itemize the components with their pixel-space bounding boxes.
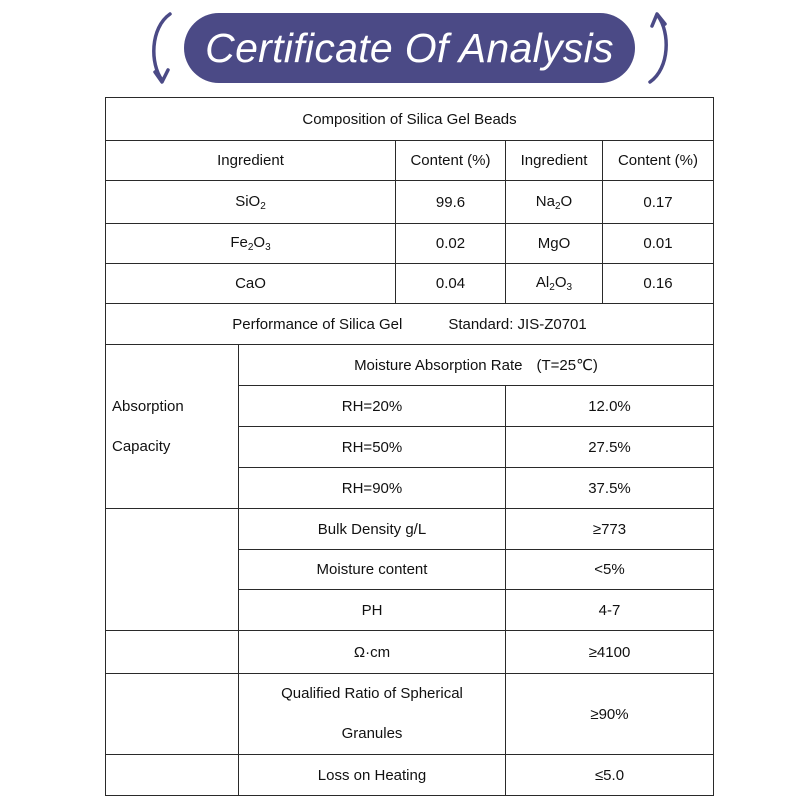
analysis-table <box>105 97 714 796</box>
property-name: PH <box>239 590 506 631</box>
property-name: Bulk Density g/L <box>239 509 506 550</box>
composition-title: Composition of Silica Gel Beads <box>106 98 714 141</box>
absorption-heading: Moisture Absorption Rate (T=25℃) <box>239 345 714 386</box>
property-row <box>106 674 714 755</box>
property-value: ≥773 <box>506 509 714 550</box>
ingredient-cao: CaO <box>106 264 396 304</box>
content-fe2o3: 0.02 <box>396 224 506 264</box>
rh-condition: RH=50% <box>239 427 506 468</box>
absorption-heading-row <box>106 345 714 386</box>
header-ingredient-2: Ingredient <box>506 141 603 181</box>
empty-label-cell <box>106 674 239 755</box>
rh-value: 27.5% <box>506 427 714 468</box>
rh-condition: RH=20% <box>239 386 506 427</box>
page-title: Certificate Of Analysis <box>205 24 614 71</box>
ingredient-mgo: MgO <box>506 224 603 264</box>
property-row <box>106 631 714 674</box>
property-row <box>106 755 714 796</box>
composition-row <box>106 181 714 224</box>
property-value: ≤5.0 <box>506 755 714 796</box>
ingredient-sio2: SiO$_2$ <box>106 181 396 224</box>
empty-label-cell <box>106 631 239 674</box>
content-mgo: 0.01 <box>603 224 714 264</box>
header-content-1: Content (%) <box>396 141 506 181</box>
composition-header-row <box>106 141 714 181</box>
performance-standard: Standard: JIS-Z0701 <box>448 315 587 333</box>
ingredient-al2o3: $Al_2O_3$ <box>506 264 603 304</box>
property-value: ≥90% <box>506 674 714 755</box>
composition-row <box>106 224 714 264</box>
composition-title-row <box>106 98 714 141</box>
empty-label-cell <box>106 509 239 631</box>
performance-title-cell <box>106 304 714 345</box>
content-sio2: 99.6 <box>396 181 506 224</box>
absorption-capacity-label: Absorption Capacity <box>106 345 239 509</box>
content-na2o: 0.17 <box>603 181 714 224</box>
ingredient-fe2o3: $Fe_2O_3$ <box>106 224 396 264</box>
ingredient-na2o: $Na_2O$ <box>506 181 603 224</box>
property-value: ≥4100 <box>506 631 714 674</box>
content-al2o3: 0.16 <box>603 264 714 304</box>
content-cao: 0.04 <box>396 264 506 304</box>
property-value: <5% <box>506 550 714 590</box>
right-curved-arrow-icon <box>634 6 674 90</box>
title-banner <box>184 13 635 83</box>
performance-title-row <box>106 304 714 345</box>
property-name: Qualified Ratio of Spherical Granules <box>239 674 506 755</box>
composition-row <box>106 264 714 304</box>
performance-title: Performance of Silica Gel <box>232 315 403 333</box>
header-content-2: Content (%) <box>603 141 714 181</box>
rh-value: 37.5% <box>506 468 714 509</box>
header-ingredient-1: Ingredient <box>106 141 396 181</box>
property-name: Ω·cm <box>239 631 506 674</box>
property-name: Moisture content <box>239 550 506 590</box>
property-value: 4-7 <box>506 590 714 631</box>
rh-value: 12.0% <box>506 386 714 427</box>
left-curved-arrow-icon <box>146 6 186 90</box>
property-name: Loss on Heating <box>239 755 506 796</box>
property-row <box>106 509 714 550</box>
rh-condition: RH=90% <box>239 468 506 509</box>
empty-label-cell <box>106 755 239 796</box>
